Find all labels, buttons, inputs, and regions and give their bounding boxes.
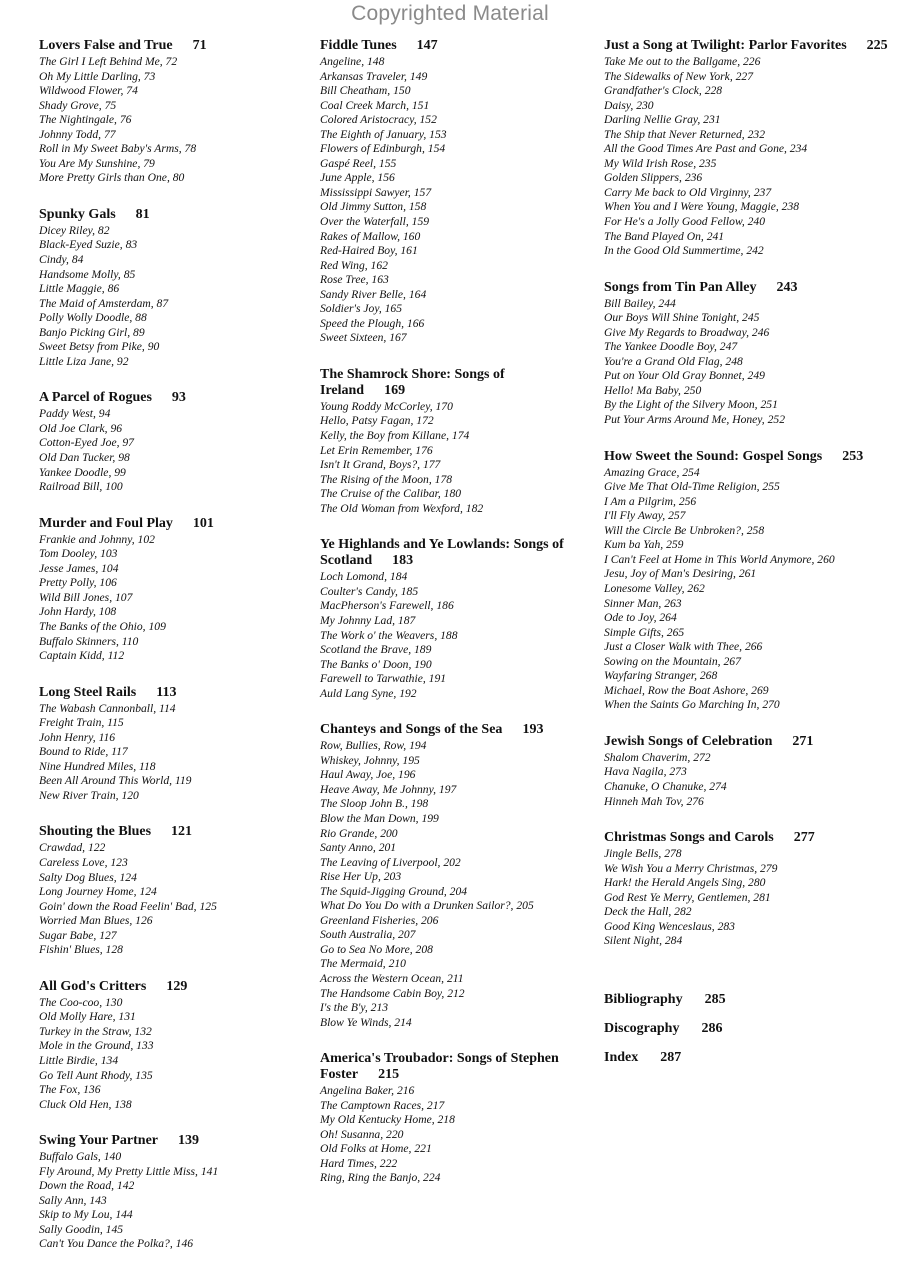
song-entry: Angelina Baker, 216 xyxy=(320,1084,415,1098)
song-entry: Greenland Fisheries, 206 xyxy=(320,913,439,927)
song-list xyxy=(39,841,301,957)
section-title: Murder and Foul Play xyxy=(39,515,173,531)
section-title: Songs from Tin Pan Alley xyxy=(604,279,757,295)
song-entry: Across the Western Ocean, 211 xyxy=(320,971,464,985)
song-entry: Bound to Ride, 117 xyxy=(39,745,128,759)
song-entry: The Yankee Doodle Boy, 247 xyxy=(604,340,738,354)
song-entry: Colored Aristocracy, 152 xyxy=(320,113,437,127)
song-list xyxy=(604,751,890,809)
song-entry: Flowers of Edinburgh, 154 xyxy=(320,142,446,156)
song-entry: Shalom Chaverim, 272 xyxy=(604,750,711,764)
song-entry: Dicey Riley, 82 xyxy=(39,223,110,237)
song-entry: Red-Haired Boy, 161 xyxy=(320,244,418,258)
song-entry: My Old Kentucky Home, 218 xyxy=(320,1113,455,1127)
song-entry: The Eighth of January, 153 xyxy=(320,127,447,141)
song-entry: Row, Bullies, Row, 194 xyxy=(320,739,427,753)
song-entry: The Mermaid, 210 xyxy=(320,957,406,971)
song-entry: Down the Road, 142 xyxy=(39,1179,135,1193)
song-entry: Long Journey Home, 124 xyxy=(39,885,157,899)
song-entry: Black-Eyed Suzie, 83 xyxy=(39,238,138,252)
song-entry: For He's a Jolly Good Fellow, 240 xyxy=(604,215,766,229)
section-title: Chanteys and Songs of the Sea xyxy=(320,722,503,738)
song-entry: Yankee Doodle, 99 xyxy=(39,465,126,479)
song-entry: Skip to My Lou, 144 xyxy=(39,1208,133,1222)
song-entry: Isn't It Grand, Boys?, 177 xyxy=(320,458,441,472)
section-heading xyxy=(39,516,301,532)
song-entry: New River Train, 120 xyxy=(39,788,139,802)
song-entry: Wayfaring Stranger, 268 xyxy=(604,669,718,683)
song-entry: Kelly, the Boy from Killane, 174 xyxy=(320,429,470,443)
song-entry: Paddy West, 94 xyxy=(39,407,111,421)
back-matter-page-number: 286 xyxy=(701,1020,723,1036)
toc-section xyxy=(39,390,301,494)
song-entry: I's the B'y, 213 xyxy=(320,1001,389,1015)
toc-section xyxy=(320,722,588,1030)
song-entry: Take Me out to the Ballgame, 226 xyxy=(604,55,761,68)
song-entry: Over the Waterfall, 159 xyxy=(320,215,430,229)
song-entry: Oh! Susanna, 220 xyxy=(320,1127,404,1141)
song-entry: Old Folks at Home, 221 xyxy=(320,1142,432,1156)
song-entry: All the Good Times Are Past and Gone, 234 xyxy=(604,142,808,156)
song-entry: Hard Times, 222 xyxy=(320,1156,398,1170)
song-entry: Old Joe Clark, 96 xyxy=(39,421,123,435)
song-entry: Just a Closer Walk with Thee, 266 xyxy=(604,640,763,654)
song-entry: Auld Lang Syne, 192 xyxy=(320,686,417,700)
song-entry: Jesu, Joy of Man's Desiring, 261 xyxy=(604,567,757,581)
toc-section xyxy=(39,516,301,664)
toc-column-2 xyxy=(320,38,588,1207)
section-heading xyxy=(604,38,890,54)
song-entry: Wildwood Flower, 74 xyxy=(39,84,138,98)
song-entry: Fishin' Blues, 128 xyxy=(39,943,123,957)
song-entry: The Fox, 136 xyxy=(39,1083,101,1097)
back-matter-page-number: 285 xyxy=(704,991,726,1007)
section-page-number: 277 xyxy=(793,830,815,846)
song-list xyxy=(604,55,890,259)
song-entry: You Are My Sunshine, 79 xyxy=(39,156,155,170)
song-entry: Speed the Plough, 166 xyxy=(320,316,425,330)
song-entry: Chanuke, O Chanuke, 274 xyxy=(604,779,727,793)
section-heading xyxy=(320,1051,588,1083)
song-entry: When You and I Were Young, Maggie, 238 xyxy=(604,200,800,214)
song-entry: Carry Me back to Old Virginny, 237 xyxy=(604,185,772,199)
song-entry: Goin' down the Road Feelin' Bad, 125 xyxy=(39,899,217,913)
song-entry: I Am a Pilgrim, 256 xyxy=(604,494,697,508)
song-entry: The Rising of the Moon, 178 xyxy=(320,472,453,486)
song-list xyxy=(320,55,588,346)
song-entry: Hava Nagila, 273 xyxy=(604,765,687,779)
section-page-number: 129 xyxy=(166,978,188,994)
section-heading xyxy=(39,38,301,54)
section-title: Christmas Songs and Carols xyxy=(604,830,774,846)
song-entry: Johnny Todd, 77 xyxy=(39,127,116,141)
song-entry: Captain Kidd, 112 xyxy=(39,649,125,663)
song-entry: Turkey in the Straw, 132 xyxy=(39,1024,152,1038)
song-entry: When the Saints Go Marching In, 270 xyxy=(604,698,780,712)
song-entry: Bill Cheatham, 150 xyxy=(320,84,411,98)
song-entry: What Do You Do with a Drunken Sailor?, 205 xyxy=(320,899,534,913)
song-entry: Oh My Little Darling, 73 xyxy=(39,69,156,83)
section-page-number: 169 xyxy=(384,382,406,398)
song-entry: Crawdad, 122 xyxy=(39,841,106,855)
song-entry: Rio Grande, 200 xyxy=(320,826,398,840)
section-page-number: 101 xyxy=(192,515,214,531)
song-entry: Sugar Babe, 127 xyxy=(39,928,117,942)
song-entry: Can't You Dance the Polka?, 146 xyxy=(39,1237,194,1251)
song-entry: Buffalo Skinners, 110 xyxy=(39,634,139,648)
song-entry: Bill Bailey, 244 xyxy=(604,296,676,310)
song-entry: The Camptown Races, 217 xyxy=(320,1098,445,1112)
song-entry: Farewell to Tarwathie, 191 xyxy=(320,672,447,686)
song-entry: Hark! the Herald Angels Sing, 280 xyxy=(604,876,766,890)
song-entry: Coulter's Candy, 185 xyxy=(320,584,419,598)
song-entry: John Hardy, 108 xyxy=(39,605,117,619)
song-list xyxy=(39,407,301,494)
song-entry: Sally Ann, 143 xyxy=(39,1193,107,1207)
section-title: Just a Song at Twilight: Parlor Favorites xyxy=(604,38,847,53)
section-page-number: 215 xyxy=(378,1067,400,1083)
song-entry: Scotland the Brave, 189 xyxy=(320,643,432,657)
back-matter-title: Bibliography xyxy=(604,991,683,1007)
song-entry: Old Dan Tucker, 98 xyxy=(39,451,130,465)
song-entry: Little Birdie, 134 xyxy=(39,1053,119,1067)
song-entry: The Nightingale, 76 xyxy=(39,113,132,127)
song-entry: Give My Regards to Broadway, 246 xyxy=(604,325,770,339)
section-heading xyxy=(320,367,588,399)
toc-column-3 xyxy=(604,38,890,1079)
song-entry: Put Your Arms Around Me, Honey, 252 xyxy=(604,413,785,427)
section-title: The Shamrock Shore: Songs of Ireland xyxy=(320,366,505,398)
song-entry: Blow the Man Down, 199 xyxy=(320,811,439,825)
spacer xyxy=(604,970,890,992)
song-entry: Pretty Polly, 106 xyxy=(39,576,117,590)
section-page-number: 271 xyxy=(792,733,814,749)
song-entry: June Apple, 156 xyxy=(320,171,395,185)
song-entry: Red Wing, 162 xyxy=(320,258,388,272)
section-title: America's Troubador: Songs of Stephen Foster xyxy=(320,1051,559,1083)
toc-section xyxy=(39,38,301,186)
toc-section xyxy=(320,537,588,701)
song-entry: The Cruise of the Calibar, 180 xyxy=(320,487,462,501)
section-page-number: 253 xyxy=(842,448,864,464)
song-list xyxy=(39,996,301,1112)
song-entry: Darling Nellie Gray, 231 xyxy=(604,113,721,127)
song-entry: Sandy River Belle, 164 xyxy=(320,287,427,301)
section-title: Spunky Gals xyxy=(39,206,116,222)
section-heading xyxy=(39,390,301,406)
song-entry: Little Liza Jane, 92 xyxy=(39,354,129,368)
section-heading xyxy=(39,979,301,995)
song-entry: Railroad Bill, 100 xyxy=(39,480,123,494)
song-entry: Young Roddy McCorley, 170 xyxy=(320,399,453,413)
song-entry: Hello, Patsy Fagan, 172 xyxy=(320,414,434,428)
song-entry: Haul Away, Joe, 196 xyxy=(320,768,416,782)
song-entry: The Coo-coo, 130 xyxy=(39,995,123,1009)
song-entry: Cluck Old Hen, 138 xyxy=(39,1097,132,1111)
song-entry: Coal Creek March, 151 xyxy=(320,98,430,112)
song-entry: The Sloop John B., 198 xyxy=(320,797,429,811)
back-matter-page-number: 287 xyxy=(660,1049,682,1065)
song-entry: Banjo Picking Girl, 89 xyxy=(39,325,145,339)
song-entry: Freight Train, 115 xyxy=(39,716,124,730)
section-heading xyxy=(39,685,301,701)
song-entry: Shady Grove, 75 xyxy=(39,98,117,112)
song-list xyxy=(604,847,890,949)
song-entry: Mississippi Sawyer, 157 xyxy=(320,185,432,199)
back-matter-title: Discography xyxy=(604,1020,680,1036)
section-title: A Parcel of Rogues xyxy=(39,390,152,406)
song-entry: Whiskey, Johnny, 195 xyxy=(320,753,420,767)
song-entry: We Wish You a Merry Christmas, 279 xyxy=(604,861,778,875)
song-entry: Go to Sea No More, 208 xyxy=(320,942,433,956)
song-entry: The Sidewalks of New York, 227 xyxy=(604,69,754,83)
section-heading xyxy=(320,38,588,54)
song-entry: Santy Anno, 201 xyxy=(320,841,397,855)
section-title: Fiddle Tunes xyxy=(320,38,397,53)
toc-section xyxy=(320,1051,588,1186)
song-entry: Buffalo Gals, 140 xyxy=(39,1150,122,1164)
song-list xyxy=(604,297,890,428)
back-matter-entry xyxy=(604,992,890,1008)
song-entry: God Rest Ye Merry, Gentlemen, 281 xyxy=(604,890,771,904)
back-matter-entry xyxy=(604,1021,890,1037)
song-entry: Silent Night, 284 xyxy=(604,934,683,948)
song-entry: Ode to Joy, 264 xyxy=(604,611,677,625)
toc-section xyxy=(39,1133,301,1252)
song-entry: Put on Your Old Gray Bonnet, 249 xyxy=(604,369,765,383)
song-entry: Loch Lomond, 184 xyxy=(320,570,408,584)
song-entry: The Girl I Left Behind Me, 72 xyxy=(39,55,178,68)
section-title: Long Steel Rails xyxy=(39,684,137,700)
section-page-number: 121 xyxy=(171,824,193,840)
song-entry: Kum ba Yah, 259 xyxy=(604,538,684,552)
song-entry: You're a Grand Old Flag, 248 xyxy=(604,354,743,368)
song-entry: Cindy, 84 xyxy=(39,253,84,267)
section-page-number: 81 xyxy=(135,206,150,222)
toc-column-1 xyxy=(39,38,301,1273)
song-entry: Worried Man Blues, 126 xyxy=(39,914,153,928)
song-entry: Simple Gifts, 265 xyxy=(604,625,685,639)
song-entry: MacPherson's Farewell, 186 xyxy=(320,599,454,613)
song-entry: Jingle Bells, 278 xyxy=(604,847,682,861)
song-entry: Sweet Betsy from Pike, 90 xyxy=(39,340,160,354)
section-heading xyxy=(320,722,588,738)
section-page-number: 71 xyxy=(192,38,207,53)
song-entry: Rise Her Up, 203 xyxy=(320,870,402,884)
song-entry: Little Maggie, 86 xyxy=(39,282,120,296)
section-heading xyxy=(604,734,890,750)
section-page-number: 243 xyxy=(776,279,798,295)
song-entry: Hello! Ma Baby, 250 xyxy=(604,383,702,397)
song-entry: Wild Bill Jones, 107 xyxy=(39,590,133,604)
toc-section xyxy=(39,979,301,1112)
song-entry: Sowing on the Mountain, 267 xyxy=(604,654,741,668)
section-title: How Sweet the Sound: Gospel Songs xyxy=(604,448,823,464)
song-entry: The Squid-Jigging Ground, 204 xyxy=(320,884,468,898)
song-entry: Careless Love, 123 xyxy=(39,855,128,869)
song-entry: Cotton-Eyed Joe, 97 xyxy=(39,436,134,450)
song-entry: Lonesome Valley, 262 xyxy=(604,581,705,595)
song-list xyxy=(320,400,588,516)
section-heading xyxy=(39,824,301,840)
section-title: All God's Critters xyxy=(39,978,147,994)
song-entry: Grandfather's Clock, 228 xyxy=(604,84,723,98)
section-heading xyxy=(604,830,890,846)
song-entry: Gaspé Reel, 155 xyxy=(320,156,397,170)
song-entry: Daisy, 230 xyxy=(604,98,654,112)
song-entry: The Work o' the Weavers, 188 xyxy=(320,628,458,642)
song-entry: The Banks o' Doon, 190 xyxy=(320,657,432,671)
song-entry: The Band Played On, 241 xyxy=(604,229,725,243)
toc-section xyxy=(604,38,890,259)
song-entry: The Old Woman from Wexford, 182 xyxy=(320,501,484,515)
song-entry: Good King Wenceslaus, 283 xyxy=(604,919,735,933)
song-entry: Tom Dooley, 103 xyxy=(39,547,118,561)
song-entry: Frankie and Johnny, 102 xyxy=(39,532,155,546)
toc-section xyxy=(604,280,890,428)
section-title: Swing Your Partner xyxy=(39,1133,158,1149)
song-entry: The Wabash Cannonball, 114 xyxy=(39,701,176,715)
section-page-number: 193 xyxy=(522,722,544,738)
song-entry: Nine Hundred Miles, 118 xyxy=(39,759,156,773)
section-page-number: 147 xyxy=(416,38,438,53)
song-entry: Will the Circle Be Unbroken?, 258 xyxy=(604,523,765,537)
section-page-number: 183 xyxy=(392,553,414,569)
section-heading xyxy=(604,449,890,465)
song-entry: Rakes of Mallow, 160 xyxy=(320,229,421,243)
song-entry: I Can't Feel at Home in This World Anymore, 260 xyxy=(604,552,835,566)
section-page-number: 93 xyxy=(171,390,186,406)
song-entry: My Johnny Lad, 187 xyxy=(320,613,416,627)
song-entry: Roll in My Sweet Baby's Arms, 78 xyxy=(39,142,197,156)
toc-section xyxy=(39,207,301,369)
section-heading xyxy=(604,280,890,296)
song-entry: Jesse James, 104 xyxy=(39,561,119,575)
song-entry: The Handsome Cabin Boy, 212 xyxy=(320,986,465,1000)
song-entry: Old Jimmy Sutton, 158 xyxy=(320,200,427,214)
song-entry: Rose Tree, 163 xyxy=(320,273,389,287)
toc-section xyxy=(604,830,890,949)
song-entry: Sally Goodin, 145 xyxy=(39,1222,124,1236)
song-entry: Ring, Ring the Banjo, 224 xyxy=(320,1171,441,1185)
song-entry: Give Me That Old-Time Religion, 255 xyxy=(604,480,780,494)
toc-section xyxy=(320,367,588,516)
song-list xyxy=(39,224,301,369)
section-heading xyxy=(320,537,588,569)
back-matter-entry xyxy=(604,1050,890,1066)
song-entry: Amazing Grace, 254 xyxy=(604,465,700,479)
toc-section xyxy=(39,824,301,957)
song-entry: Arkansas Traveler, 149 xyxy=(320,69,428,83)
song-entry: Salty Dog Blues, 124 xyxy=(39,870,137,884)
song-list xyxy=(39,1150,301,1252)
song-entry: Our Boys Will Shine Tonight, 245 xyxy=(604,311,760,325)
toc-section xyxy=(320,38,588,346)
copyright-watermark: Copyrighted Material xyxy=(351,2,549,25)
song-entry: Sinner Man, 263 xyxy=(604,596,682,610)
song-entry: Sweet Sixteen, 167 xyxy=(320,331,407,345)
toc-section xyxy=(604,449,890,713)
section-heading xyxy=(39,207,301,223)
song-entry: South Australia, 207 xyxy=(320,928,416,942)
song-entry: The Leaving of Liverpool, 202 xyxy=(320,855,461,869)
song-entry: The Ship that Never Returned, 232 xyxy=(604,127,765,141)
song-entry: Soldier's Joy, 165 xyxy=(320,302,403,316)
song-entry: Heave Away, Me Johnny, 197 xyxy=(320,782,457,796)
section-title: Shouting the Blues xyxy=(39,824,152,840)
song-entry: Michael, Row the Boat Ashore, 269 xyxy=(604,683,769,697)
song-list xyxy=(39,55,301,186)
song-list xyxy=(320,570,588,701)
section-page-number: 225 xyxy=(866,38,888,53)
song-entry: In the Good Old Summertime, 242 xyxy=(604,244,764,258)
toc-section xyxy=(39,685,301,804)
song-entry: Angeline, 148 xyxy=(320,55,385,68)
song-entry: The Banks of the Ohio, 109 xyxy=(39,619,166,633)
song-entry: Mole in the Ground, 133 xyxy=(39,1039,154,1053)
song-entry: Old Molly Hare, 131 xyxy=(39,1010,136,1024)
song-entry: Let Erin Remember, 176 xyxy=(320,443,433,457)
song-entry: Golden Slippers, 236 xyxy=(604,171,703,185)
song-entry: John Henry, 116 xyxy=(39,730,116,744)
song-entry: Fly Around, My Pretty Little Miss, 141 xyxy=(39,1164,219,1178)
section-title: Ye Highlands and Ye Lowlands: Songs of Scotland xyxy=(320,537,564,569)
song-entry: My Wild Irish Rose, 235 xyxy=(604,156,717,170)
song-list xyxy=(320,1084,588,1186)
song-entry: Blow Ye Winds, 214 xyxy=(320,1015,412,1029)
song-list xyxy=(604,466,890,713)
section-page-number: 113 xyxy=(156,684,177,700)
song-entry: Been All Around This World, 119 xyxy=(39,774,192,788)
section-page-number: 139 xyxy=(178,1133,199,1149)
song-entry: Polly Wolly Doodle, 88 xyxy=(39,311,147,325)
song-entry: Deck the Hall, 282 xyxy=(604,905,692,919)
song-entry: The Maid of Amsterdam, 87 xyxy=(39,296,169,310)
song-entry: By the Light of the Silvery Moon, 251 xyxy=(604,398,778,412)
song-entry: More Pretty Girls than One, 80 xyxy=(39,171,185,185)
song-entry: Handsome Molly, 85 xyxy=(39,267,136,281)
song-list xyxy=(320,739,588,1030)
section-heading xyxy=(39,1133,301,1149)
back-matter-title: Index xyxy=(604,1049,639,1065)
section-title: Jewish Songs of Celebration xyxy=(604,733,773,749)
song-list xyxy=(39,533,301,664)
song-entry: Hinneh Mah Tov, 276 xyxy=(604,794,704,808)
song-list xyxy=(39,702,301,804)
toc-section xyxy=(604,734,890,809)
song-entry: I'll Fly Away, 257 xyxy=(604,509,686,523)
song-entry: Go Tell Aunt Rhody, 135 xyxy=(39,1068,153,1082)
section-title: Lovers False and True xyxy=(39,38,173,53)
